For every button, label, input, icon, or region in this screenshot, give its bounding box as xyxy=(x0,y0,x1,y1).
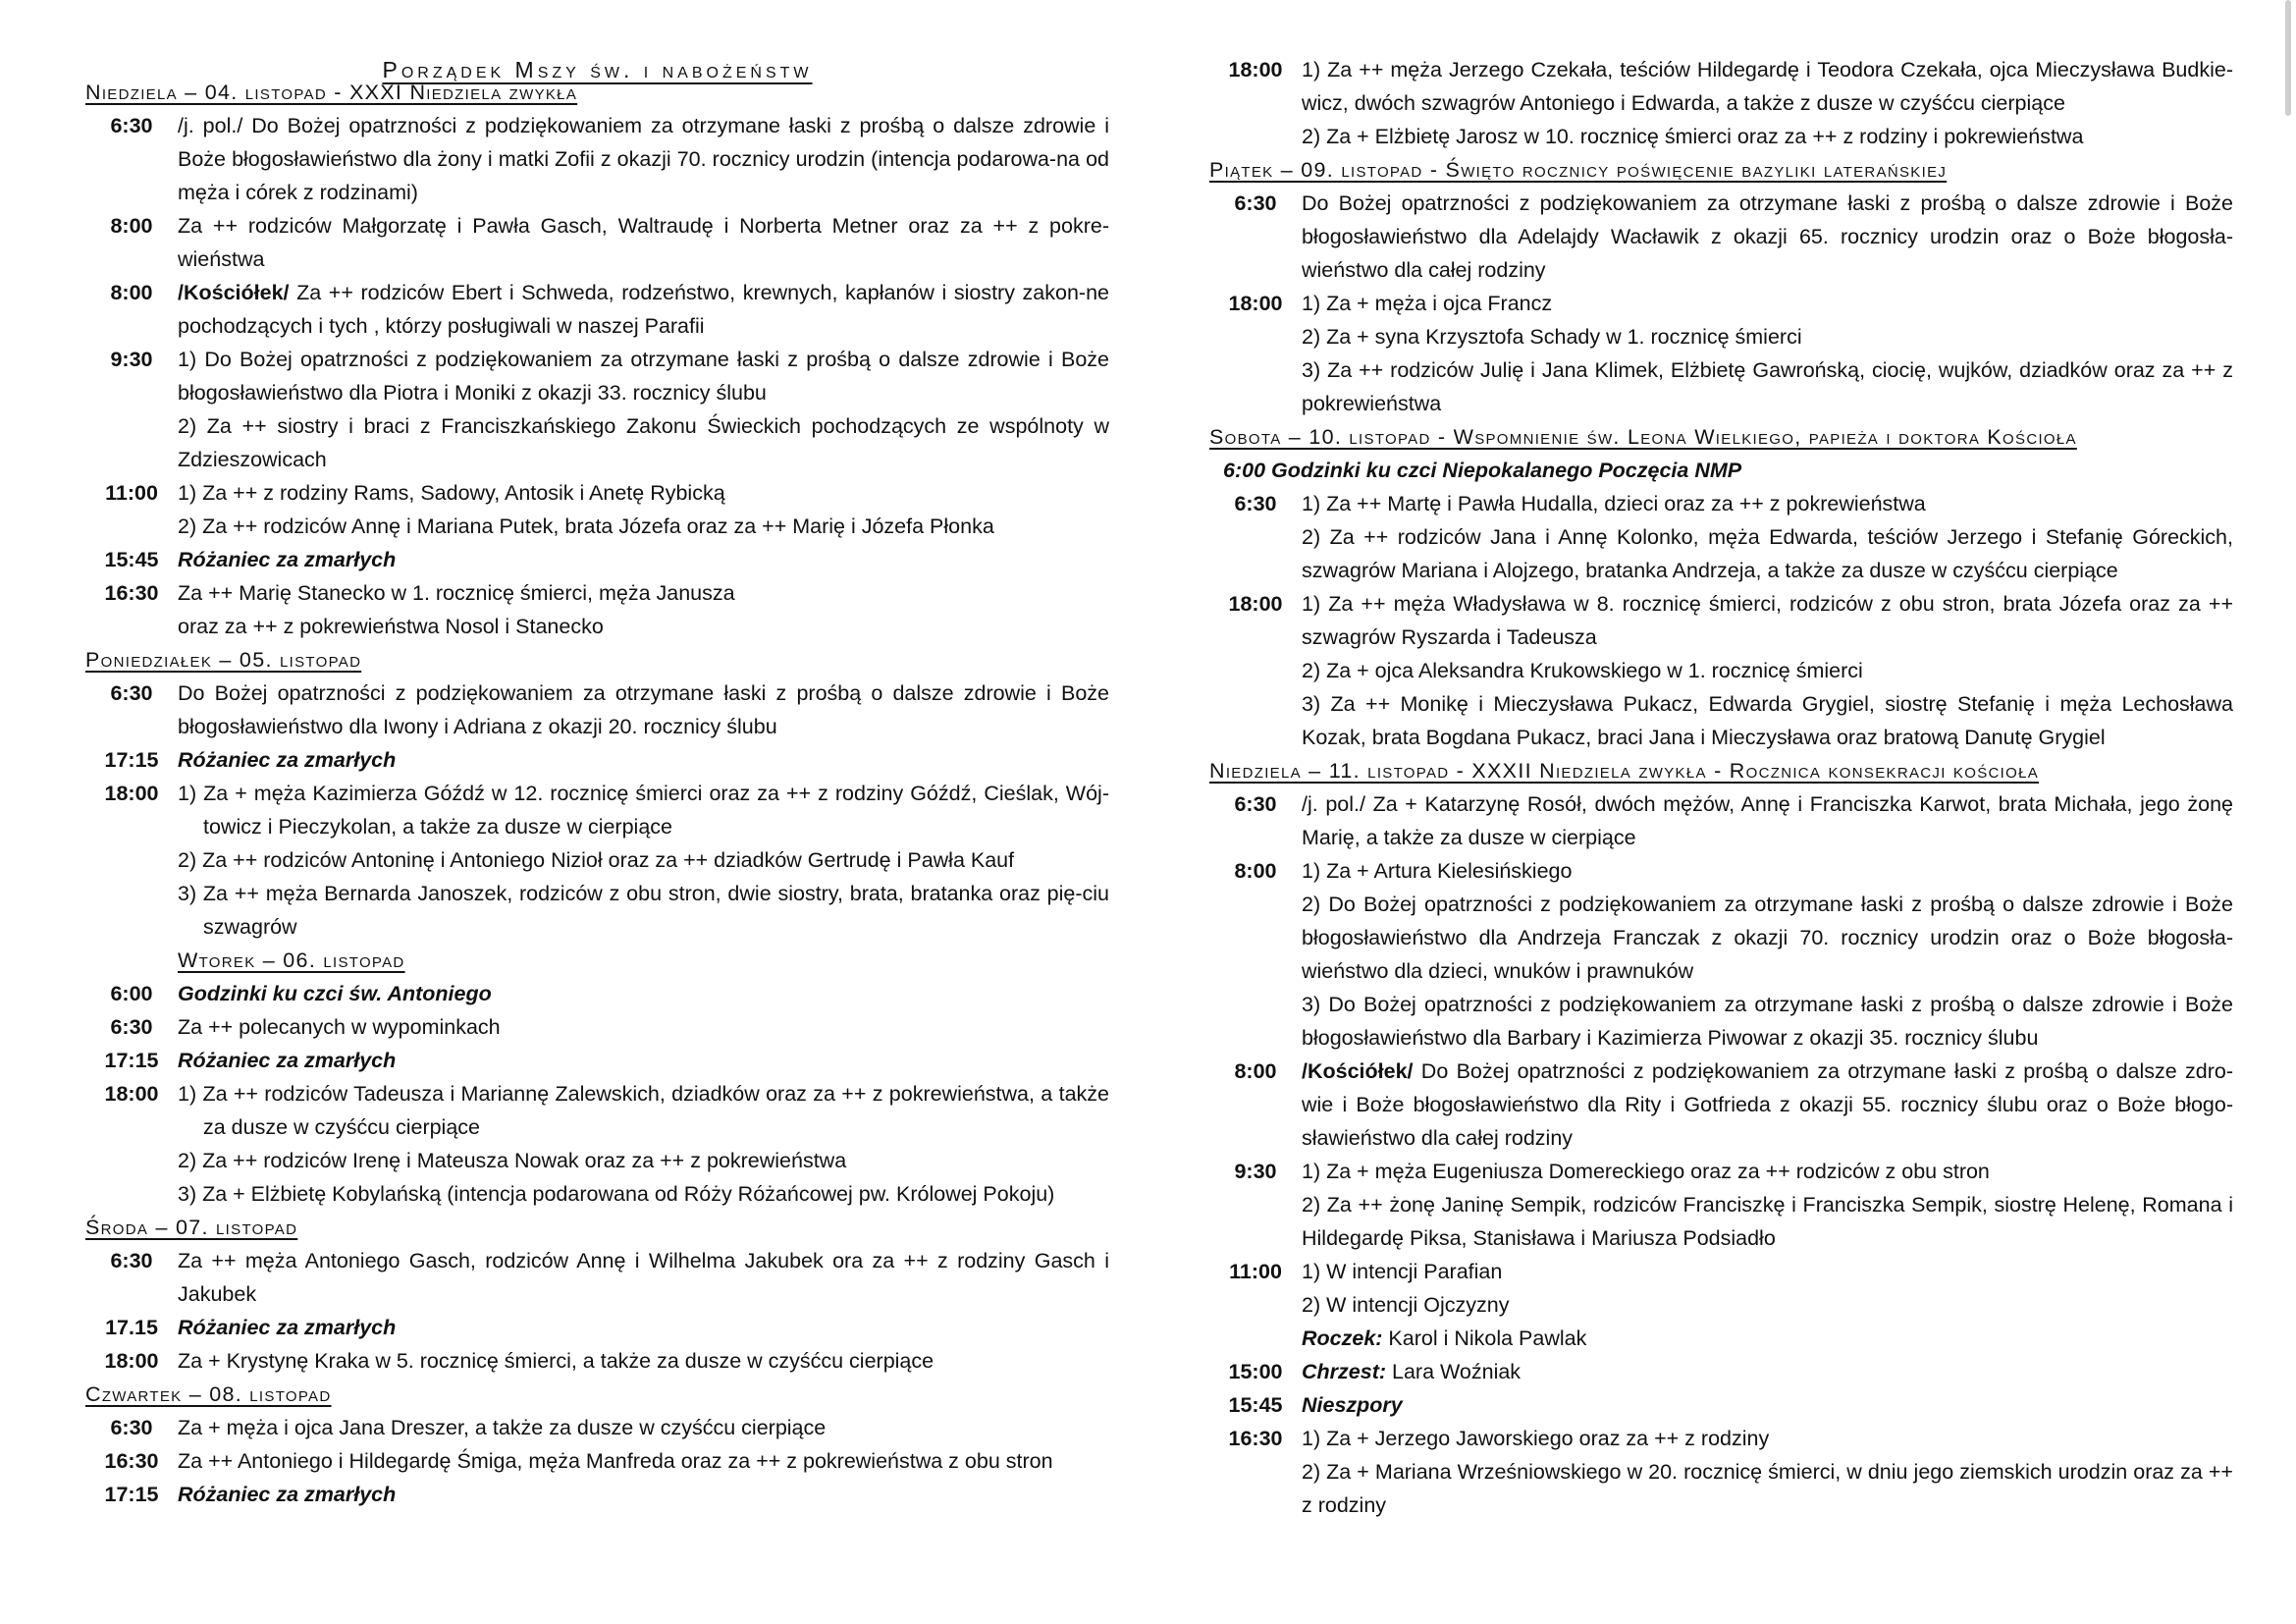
scrollbar[interactable] xyxy=(2285,0,2291,116)
schedule-row xyxy=(1209,1355,2233,1388)
schedule-row xyxy=(85,1077,1109,1211)
service-time: 17.15 xyxy=(105,1316,158,1339)
intention xyxy=(178,743,1109,777)
intention xyxy=(1302,1155,2233,1188)
intention-line: Do Bożej opatrzności z podziękowaniem za otrzymane łaski z prośbą o dalsze zdrowie i Boże xyxy=(178,681,1109,705)
schedule-row xyxy=(85,109,1109,209)
service-time: 9:30 xyxy=(1234,1160,1277,1183)
intention-line: 1) Za ++ męża Jerzego Czekała, teściów Hildegardę i Teodora Czekała, ojca Mieczysława Budkie- xyxy=(1302,58,2233,81)
schedule-row xyxy=(1209,53,2233,153)
intention-line: Za ++ Marię Stanecko w 1. rocznicę śmierci, męża Janusza xyxy=(178,581,735,605)
intention-line: na od męża i córek z rodzinami) xyxy=(178,147,1109,204)
intention-line: Za + Krystynę Kraka w 5. rocznicę śmierci, a także za dusze w czyśćcu cierpiące xyxy=(178,1349,934,1373)
service-time: 8:00 xyxy=(110,214,153,238)
intention-line: Jakubek xyxy=(178,1282,257,1306)
intention-line: Hildegardę Piksa, Stanisława i Mariusza Podsiadło xyxy=(1302,1226,1776,1250)
service-time: 18:00 xyxy=(104,1349,159,1373)
intention-line: 2) Za ++ rodziców Antoninę i Antoniego Nizioł oraz za ++ dziadków Gertrudę i Pawła Kauf xyxy=(178,848,1015,872)
intention xyxy=(178,1311,1109,1344)
intention-highlight: Godzinki ku czci św. Antoniego xyxy=(178,982,492,1005)
intention-highlight: Różaniec za zmarłych xyxy=(178,548,397,571)
intention-line: 1) Za ++ z rodziny Rams, Sadowy, Antosik i Anetę Rybicką xyxy=(178,481,725,505)
intention xyxy=(1302,353,2233,420)
intention xyxy=(1302,587,2233,654)
day-heading xyxy=(85,1211,1109,1244)
service-time: 8:00 xyxy=(1234,859,1277,883)
intention-line: /j. pol./ Do Bożej opatrzności z podziękowaniem za otrzymane łaski z prośbą o dalsze zdrowie i xyxy=(178,114,1109,137)
intention xyxy=(1302,120,2233,153)
intention xyxy=(178,777,1109,843)
intention xyxy=(1302,1288,2233,1322)
intention xyxy=(178,1244,1109,1311)
day-heading-text: Sobota – 10. listopad - Wspomnienie św. Leona Wielkiego, papieża i doktora Kościoła xyxy=(1209,425,2077,449)
intention xyxy=(1302,53,2233,120)
intention xyxy=(1302,787,2233,854)
service-time: 16:30 xyxy=(104,581,159,605)
intentions xyxy=(178,1411,1109,1444)
intention xyxy=(178,343,1109,409)
intention xyxy=(178,1344,1109,1378)
intention-line: Za ++ rodziców Ebert i Schweda, rodzeństwo, krewnych, kapłanów i siostry zakon- xyxy=(289,281,1087,304)
intention-line: 2) Za ++ żonę Janinę Sempik, rodziców Franciszkę i Franciszka Sempik, siostrę Helenę, Romana i xyxy=(1302,1193,2233,1217)
intention-line: ne pochodzących i tych , którzy posługiwali w naszej Parafii xyxy=(178,281,1109,338)
intention-line: Za ++ rodziców Małgorzatę i Pawła Gasch, Waltraudę i Norberta Metner oraz za ++ z pokre- xyxy=(178,214,1109,238)
intention xyxy=(178,476,1109,510)
intention-line: Za + męża i ojca Jana Dreszer, a także za dusze w czyśćcu cierpiące xyxy=(178,1416,827,1439)
intention xyxy=(178,843,1109,877)
intention-highlight: Chrzest: xyxy=(1302,1360,1387,1383)
intentions xyxy=(178,1478,1109,1511)
left-column xyxy=(85,76,1109,1511)
schedule-row xyxy=(85,576,1109,643)
intention xyxy=(178,1478,1109,1511)
intentions xyxy=(1302,53,2233,153)
intention-line: 1) Za ++ Martę i Pawła Hudalla, dzieci oraz za ++ z pokrewieństwa xyxy=(1302,492,1926,515)
intention-line: 1) Za ++ męża Władysława w 8. rocznicę śmierci, rodziców z obu stron, brata Józefa oraz za ++ xyxy=(1302,592,2233,616)
intention-line: sławieństwo dla całej rodziny xyxy=(1302,1126,1574,1150)
intention xyxy=(178,209,1109,276)
intention xyxy=(178,543,1109,576)
intention-line: błogosławieństwo dla Iwony i Adriana z okazji 20. rocznicy ślubu xyxy=(178,715,777,738)
intention-line: 1) Do Bożej opatrzności z podziękowaniem za otrzymane łaski z prośbą o dalsze zdrowie i Boże xyxy=(178,348,1109,371)
schedule-row xyxy=(1209,1255,2233,1355)
service-time: 18:00 xyxy=(104,1082,159,1106)
schedule-row xyxy=(85,543,1109,576)
intentions xyxy=(178,1044,1109,1077)
intention-line: ++ z rodziny xyxy=(1302,1460,2233,1517)
intentions xyxy=(178,777,1109,944)
intentions xyxy=(1302,1055,2233,1155)
day-heading xyxy=(1209,153,2233,187)
intention xyxy=(1302,988,2233,1055)
intention-line: ciu szwagrów xyxy=(203,882,1109,939)
day-heading-text: Poniedziałek – 05. listopad xyxy=(85,648,362,672)
service-time: 16:30 xyxy=(104,1449,159,1473)
intention-line: Zdzieszowicach xyxy=(178,448,327,471)
intentions xyxy=(1302,854,2233,1055)
intentions xyxy=(178,1311,1109,1344)
location-label: /Kościółek/ xyxy=(178,281,290,304)
intention xyxy=(178,1144,1109,1177)
day-heading-text: Niedziela – 04. listopad - XXXI Niedziela zwykła xyxy=(85,81,578,104)
service-time: 6:30 xyxy=(110,114,153,137)
schedule-row xyxy=(1209,287,2233,420)
service-time: 17:15 xyxy=(104,748,159,772)
service-time: 6:30 xyxy=(1234,792,1277,816)
intentions xyxy=(1302,187,2233,287)
intentions xyxy=(1302,1388,2233,1422)
intentions xyxy=(178,543,1109,576)
intention-line: także za dusze w czyśćcu cierpiące xyxy=(203,1082,1109,1139)
intentions xyxy=(178,1444,1109,1478)
schedule-row xyxy=(85,1244,1109,1311)
service-time: 18:00 xyxy=(104,782,159,805)
intention-line: 2) Do Bożej opatrzności z podziękowaniem za otrzymane łaski z prośbą o dalsze zdrowie i Boże xyxy=(1302,893,2233,916)
intentions xyxy=(1302,587,2233,754)
intention xyxy=(1302,1255,2233,1288)
intention-line: błogosławieństwo dla Andrzeja Franczak z okazji 70. rocznicy urodzin oraz o Boże błogosła- xyxy=(1302,926,2233,949)
intention-text: Lara Woźniak xyxy=(1386,1360,1522,1383)
intention-line: 1) Za + męża Kazimierza Góźdź w 12. rocznicę śmierci oraz za ++ z rodziny Góźdź, Cieślak, Wój- xyxy=(178,782,1109,805)
schedule-row xyxy=(85,777,1109,944)
schedule-row xyxy=(85,1444,1109,1478)
intentions xyxy=(178,276,1109,343)
intention xyxy=(1302,320,2233,353)
schedule-row xyxy=(85,977,1109,1010)
intentions xyxy=(1302,287,2233,420)
page-title: Porządek Mszy św. i nabożeństw xyxy=(382,57,813,82)
intention-line: 1) Za + męża i ojca Francz xyxy=(1302,292,1553,315)
day-heading xyxy=(85,643,1109,677)
intentions xyxy=(178,1344,1109,1378)
intention xyxy=(178,510,1109,543)
intention xyxy=(178,677,1109,743)
schedule-row xyxy=(85,1344,1109,1378)
intention-line: 3) Za + Elżbietę Kobylańską (intencja podarowana od Róży Różańcowej pw. Królowej Pokoju) xyxy=(178,1182,1055,1206)
day-heading xyxy=(1209,420,2233,454)
schedule-row xyxy=(85,677,1109,743)
service-time: 15:45 xyxy=(104,548,159,571)
intention-line: 3) Za ++ męża Bernarda Janoszek, rodziców z obu stron, dwie siostry, brata, bratanka oraz pię- xyxy=(178,882,1083,905)
intention-line: Boże błogosławieństwo dla żony i matki Zofii z okazji 70. rocznicy urodzin (intencja podarowa- xyxy=(178,147,1057,171)
intention xyxy=(178,109,1109,209)
service-time: 6:30 xyxy=(110,681,153,705)
intention xyxy=(178,576,1109,610)
schedule-row xyxy=(85,1010,1109,1044)
intention-line: 3) Za ++ rodziców Julię i Jana Klimek, Elżbietę Gawrońską, ciocię, wujków, dziadków oraz za ++ z xyxy=(1302,358,2233,382)
intention-line: wieństwa xyxy=(178,247,265,271)
intention-line: Do Bożej opatrzności z podziękowaniem za otrzymane łaski z prośbą o dalsze zdro- xyxy=(1413,1059,2233,1083)
schedule-row xyxy=(1209,1055,2233,1155)
intention-line: 1) W intencji Parafian xyxy=(1302,1260,1503,1283)
service-time: 8:00 xyxy=(110,281,153,304)
intentions xyxy=(1302,1422,2233,1522)
intention xyxy=(1302,854,2233,888)
intention xyxy=(178,409,1109,476)
schedule-row xyxy=(85,476,1109,543)
intention-line: szwagrów Mariana i Alojzego, bratanka Andrzeja, a także za dusze w czyśćcu cierpiące xyxy=(1302,559,2118,582)
schedule-row xyxy=(85,276,1109,343)
intention xyxy=(178,1010,1109,1044)
day-heading xyxy=(85,944,1109,977)
intention-line: 1) Za + męża Eugeniusza Domereckiego oraz za ++ rodziców z obu stron xyxy=(1302,1160,1990,1183)
service-time: 8:00 xyxy=(1234,1059,1277,1083)
intention-line: 2) Za ++ rodziców Annę i Mariana Putek, brata Józefa oraz za ++ Marię i Józefa Płonka xyxy=(178,514,994,538)
intentions xyxy=(1302,1155,2233,1255)
intention xyxy=(1302,1188,2233,1255)
schedule-row xyxy=(85,343,1109,476)
intention xyxy=(1302,487,2233,520)
intention xyxy=(1302,1422,2233,1455)
intention xyxy=(178,977,1109,1010)
intention xyxy=(1302,520,2233,587)
service-time: 11:00 xyxy=(1229,1260,1282,1283)
intentions xyxy=(178,109,1109,209)
intention xyxy=(178,1444,1109,1478)
intention xyxy=(1302,1355,2233,1388)
schedule-row xyxy=(85,1311,1109,1344)
intention-line: błogosławieństwo dla Piotra i Moniki z okazji 33. rocznicy ślubu xyxy=(178,381,767,405)
intention-line: 2) W intencji Ojczyzny xyxy=(1302,1293,1510,1317)
day-heading-text: Piątek – 09. listopad - Święto rocznicy poświęcenie bazyliki laterańskiej xyxy=(1209,158,1948,182)
schedule-row xyxy=(1209,587,2233,754)
service-time: 6:30 xyxy=(110,1416,153,1439)
schedule-row xyxy=(1209,787,2233,854)
intention-line: 3) Za ++ Monikę i Mieczysława Pukacz, Edwarda Grygiel, siostrę Stefanię i męża Lechosława xyxy=(1302,692,2233,716)
intention-line: Za ++ męża Antoniego Gasch, rodziców Annę i Wilhelma Jakubek ora za ++ z rodziny Gasch i xyxy=(178,1249,1109,1272)
intention-highlight: Nieszpory xyxy=(1302,1393,1403,1417)
schedule-row xyxy=(85,743,1109,777)
intention-line: 1) Za + Artura Kielesińskiego xyxy=(1302,859,1573,883)
service-time: 18:00 xyxy=(1228,292,1283,315)
service-note: 6:00 Godzinki ku czci Niepokalanego Poczęcia NMP xyxy=(1223,459,1742,482)
intention xyxy=(178,1077,1109,1144)
intentions xyxy=(178,1077,1109,1211)
schedule-row xyxy=(1209,1388,2233,1422)
intention-line: żonę Marię, a także za dusze w cierpiące xyxy=(1302,792,2233,849)
service-time: 6:30 xyxy=(1234,191,1277,215)
intention-line: 3) Do Bożej opatrzności z podziękowaniem za otrzymane łaski z prośbą o dalsze zdrowie i Boże xyxy=(1302,993,2233,1016)
intentions xyxy=(178,977,1109,1010)
intention xyxy=(1302,1455,2233,1522)
time-spacer xyxy=(85,944,178,977)
intention-line: szwagrów Ryszarda i Tadeusza xyxy=(1302,625,1597,649)
intention-text: Karol i Nikola Pawlak xyxy=(1382,1326,1587,1350)
intention-highlight: Różaniec za zmarłych xyxy=(178,1316,397,1339)
intention xyxy=(178,276,1109,343)
day-heading-text: Czwartek – 08. listopad xyxy=(85,1382,332,1406)
intention xyxy=(1302,287,2233,320)
intention xyxy=(1302,654,2233,687)
intention-line: wieństwo dla dzieci, wnuków i prawnuków xyxy=(1302,959,1694,983)
day-heading xyxy=(85,76,1109,109)
intention xyxy=(1302,1388,2233,1422)
intention-line: 2) Za + Elżbietę Jarosz w 10. rocznicę śmierci oraz za ++ z rodziny i pokrewieństwa xyxy=(1302,125,2084,148)
intention xyxy=(1302,1322,2233,1355)
intentions xyxy=(178,343,1109,476)
service-time: 9:30 xyxy=(110,348,153,371)
day-heading-text: Środa – 07. listopad xyxy=(85,1216,298,1239)
intention-line: 2) Za ++ siostry i braci z Franciszkańskiego Zakonu Świeckich pochodzących ze wspólnoty w xyxy=(178,414,1109,438)
intentions xyxy=(1302,1355,2233,1388)
intention xyxy=(178,1411,1109,1444)
intention-line: 2) Za + Mariana Wrześniowskiego w 20. rocznicę śmierci, w dniu jego ziemskich urodzin oraz za xyxy=(1302,1460,2209,1484)
intention-line: oraz za ++ z pokrewieństwa Nosol i Stanecko xyxy=(178,615,604,638)
intention xyxy=(178,877,1109,944)
intention-line: 1) Za + Jerzego Jaworskiego oraz za ++ z rodziny xyxy=(1302,1427,1770,1450)
intention-line: Za ++ polecanych w wypominkach xyxy=(178,1015,501,1039)
intention xyxy=(1302,687,2233,754)
schedule-row xyxy=(85,209,1109,276)
schedule-row xyxy=(1209,487,2233,587)
schedule-row xyxy=(85,1044,1109,1077)
intentions xyxy=(178,1010,1109,1044)
intentions xyxy=(178,209,1109,276)
intention-line: 2) Za + syna Krzysztofa Schady w 1. rocznicę śmierci xyxy=(1302,325,1802,349)
intention-line: 2) Za + ojca Aleksandra Krukowskiego w 1. rocznicę śmierci xyxy=(1302,659,1863,682)
service-time: 18:00 xyxy=(1228,592,1283,616)
intention xyxy=(178,1044,1109,1077)
intention-line: towicz i Pieczykolan, a także za dusze w cierpiące xyxy=(203,815,672,839)
intentions xyxy=(178,743,1109,777)
schedule-row xyxy=(1209,1422,2233,1522)
service-time: 11:00 xyxy=(105,481,158,505)
day-heading-text: Niedziela – 11. listopad - XXXII Niedziela zwykła - Rocznica konsekracji kościoła xyxy=(1209,759,2040,783)
intention-highlight: Różaniec za zmarłych xyxy=(178,1049,397,1072)
intention-line: Do Bożej opatrzności z podziękowaniem za otrzymane łaski z prośbą o dalsze zdrowie i Boże xyxy=(1302,191,2233,215)
schedule-row xyxy=(1209,1155,2233,1255)
intentions xyxy=(1302,1255,2233,1355)
service-time: 15:45 xyxy=(1228,1393,1283,1417)
day-heading xyxy=(85,1378,1109,1411)
intentions xyxy=(178,576,1109,643)
right-column xyxy=(1209,53,2233,1522)
service-time: 18:00 xyxy=(1228,58,1283,81)
intention xyxy=(178,610,1109,643)
intention xyxy=(1302,888,2233,988)
intention-line: błogosławieństwo dla Barbary i Kazimierza Piwowar z okazji 35. rocznicy ślubu xyxy=(1302,1026,2039,1050)
service-time: 16:30 xyxy=(1228,1427,1283,1450)
intentions xyxy=(178,1244,1109,1311)
intention xyxy=(1302,1055,2233,1155)
intention xyxy=(178,1177,1109,1211)
schedule-row xyxy=(85,1411,1109,1444)
day-heading-label: Wtorek – 06. listopad xyxy=(178,948,405,972)
intention-highlight: Roczek: xyxy=(1302,1326,1383,1350)
intention xyxy=(1302,187,2233,287)
intention-line: /j. pol./ Za + Katarzynę Rosół, dwóch mężów, Annę i Franciszka Karwot, brata Michała, jego xyxy=(1302,792,2188,816)
intention-line: wicz, dwóch szwagrów Antoniego i Edwarda, a także z dusze w czyśćcu cierpiące xyxy=(1302,91,2065,115)
intention-highlight: Różaniec za zmarłych xyxy=(178,748,397,772)
intentions xyxy=(178,476,1109,543)
intentions xyxy=(1302,787,2233,854)
intentions xyxy=(178,677,1109,743)
schedule-row xyxy=(1209,187,2233,287)
service-time: 15:00 xyxy=(1228,1360,1283,1383)
service-time: 6:30 xyxy=(110,1015,153,1039)
service-time: 6:30 xyxy=(1234,492,1277,515)
intentions xyxy=(1302,487,2233,587)
intention-highlight: Różaniec za zmarłych xyxy=(178,1483,397,1506)
intention-line: wie i Boże błogosławieństwo dla Rity i Gotfrieda z okazji 55. rocznicy ślubu oraz o Boże błogo- xyxy=(1302,1093,2233,1116)
intention-line: błogosławieństwo dla Adelajdy Wacławik z okazji 65. rocznicy urodzin oraz o Boże błogosła- xyxy=(1302,225,2233,248)
schedule-row xyxy=(1209,854,2233,1055)
service-time: 6:30 xyxy=(110,1249,153,1272)
location-label: /Kościółek/ xyxy=(1302,1059,1414,1083)
day-heading xyxy=(1209,754,2233,787)
service-time: 17:15 xyxy=(104,1049,159,1072)
intention-line: wieństwo dla całej rodziny xyxy=(1302,258,1546,282)
intention-line: 2) Za ++ rodziców Irenę i Mateusza Nowak oraz za ++ z pokrewieństwa xyxy=(178,1149,847,1172)
service-time: 6:00 xyxy=(110,982,153,1005)
intention-line: pokrewieństwa xyxy=(1302,392,1442,415)
schedule-row xyxy=(85,1478,1109,1511)
day-heading-text xyxy=(178,944,405,977)
intention-line: 1) Za ++ rodziców Tadeusza i Mariannę Zalewskich, dziadków oraz za ++ z pokrewieństwa, a xyxy=(178,1082,1059,1106)
intention-line: Kozak, brata Bogdana Pukacz, braci Jana i Mieczysława oraz bratową Danutę Grygiel xyxy=(1302,726,2106,749)
intention-line: 2) Za ++ rodziców Jana i Annę Kolonko, męża Edwarda, teściów Jerzego i Stefanię Góreckich, xyxy=(1302,525,2233,549)
intention-line: Za ++ Antoniego i Hildegardę Śmiga, męża Manfreda oraz za ++ z pokrewieństwa z obu stron xyxy=(178,1449,1053,1473)
service-time: 17:15 xyxy=(104,1483,159,1506)
